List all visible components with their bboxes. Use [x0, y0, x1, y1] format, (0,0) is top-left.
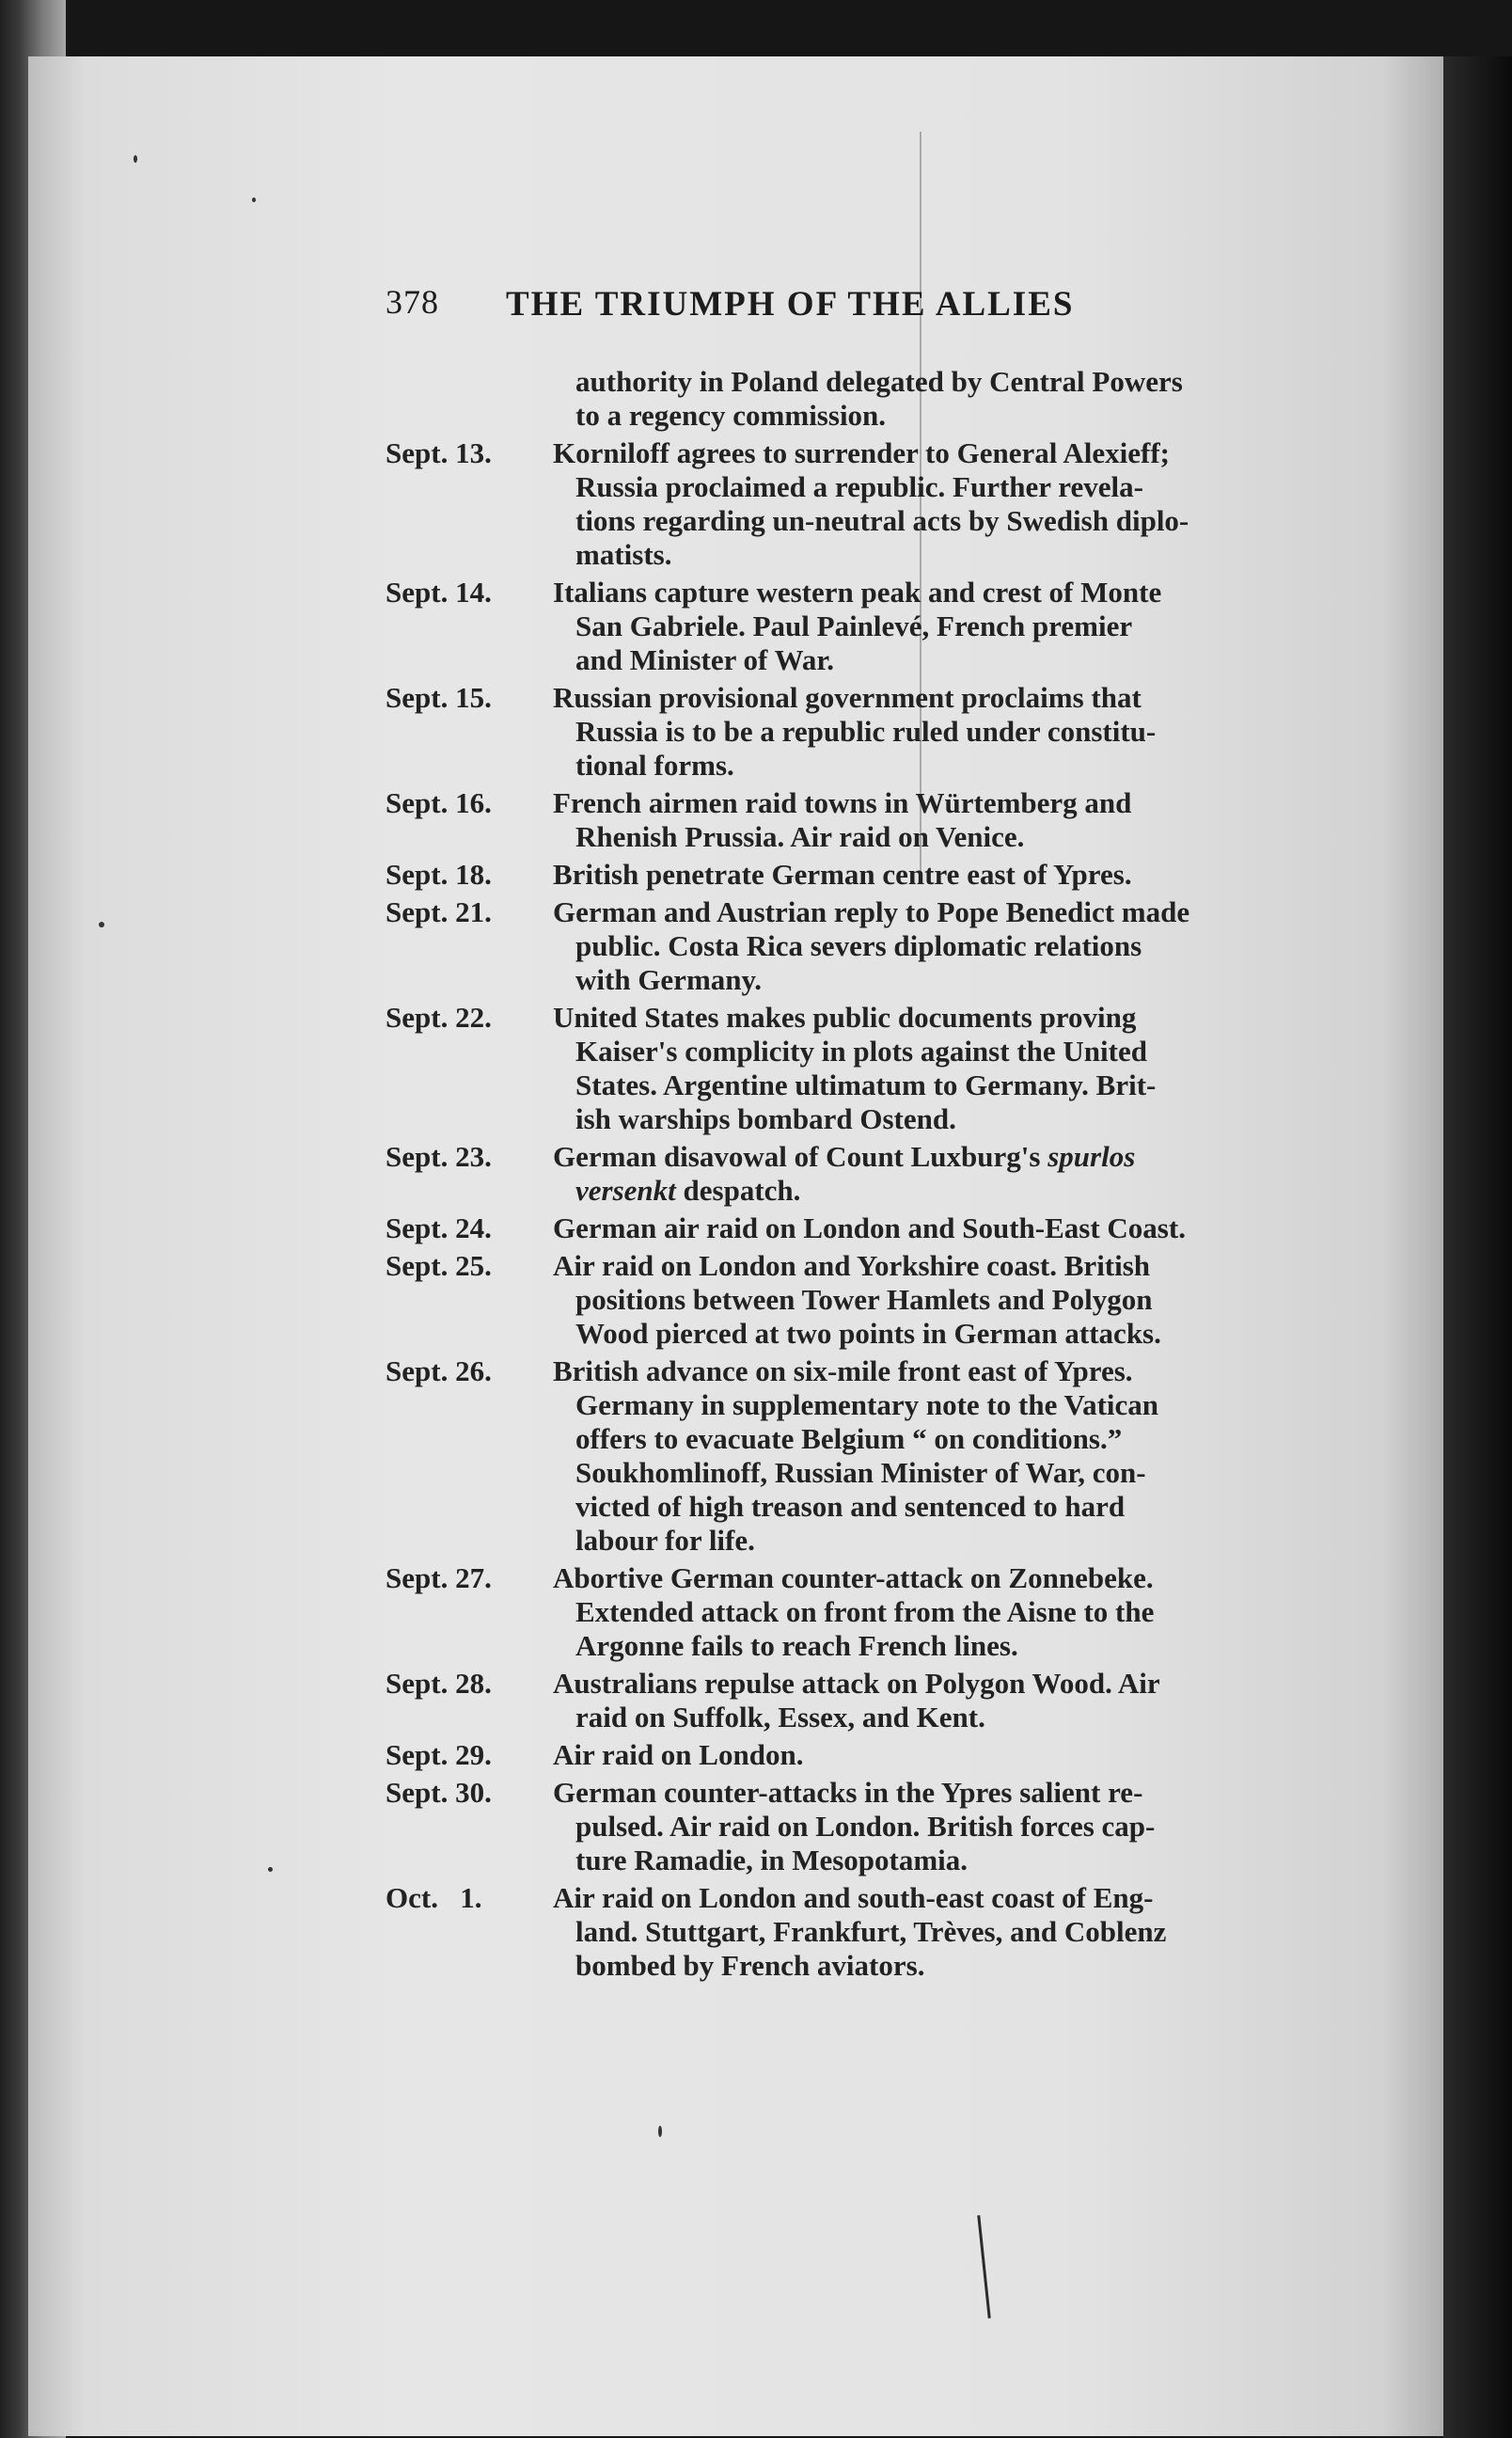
chronology-entry: [357, 895, 1298, 997]
text-line: land. Stuttgart, Frankfurt, Trèves, and Coblenz: [575, 1915, 1167, 1948]
text-line: Soukhomlinoff, Russian Minister of War, con-: [575, 1456, 1146, 1489]
chronology-entry: [357, 1561, 1298, 1663]
text-line: Rhenish Prussia. Air raid on Venice.: [575, 820, 1025, 853]
entry-text: [553, 1561, 1298, 1663]
italic-term: spurlos: [1047, 1140, 1136, 1173]
entry-date: Sept. 27.: [386, 1561, 492, 1594]
entry-date: Sept. 28.: [386, 1667, 492, 1700]
text-line: Abortive German counter-attack on Zonnebeke.: [553, 1561, 1154, 1594]
page-number: 378: [386, 283, 439, 321]
text-line: Air raid on London and Yorkshire coast. British: [553, 1249, 1151, 1282]
text-line: positions between Tower Hamlets and Polygon: [575, 1283, 1153, 1316]
text-line: ish warships bombard Ostend.: [575, 1102, 956, 1135]
dust-speck: [252, 198, 256, 202]
dust-speck: [268, 1867, 273, 1872]
chronology-entry: [357, 681, 1298, 783]
text-line: German counter-attacks in the Ypres salient re-: [553, 1776, 1143, 1809]
entry-text: [553, 1667, 1298, 1734]
text-line: Italians capture western peak and crest of Monte: [553, 576, 1162, 609]
chronology-entry: [357, 1667, 1298, 1734]
text-line: San Gabriele. Paul Painlevé, French premier: [575, 610, 1133, 642]
chronology-entry: [357, 1738, 1298, 1772]
entry-text: [553, 895, 1298, 997]
entry-date: Sept. 15.: [386, 681, 492, 714]
chronology-entry: [357, 1211, 1298, 1245]
entry-date: Sept. 21.: [386, 895, 492, 928]
text-line: Air raid on London.: [553, 1738, 804, 1771]
text-line: States. Argentine ultimatum to Germany. Brit-: [575, 1069, 1157, 1101]
text-line: to a regency commission.: [575, 399, 887, 432]
entry-text: [553, 681, 1298, 783]
text-line: raid on Suffolk, Essex, and Kent.: [575, 1701, 985, 1734]
text-line: United States makes public documents proving: [553, 1001, 1137, 1034]
entry-date: Sept. 23.: [386, 1140, 492, 1173]
text-line: and Minister of War.: [575, 643, 835, 676]
entry-text: [553, 1001, 1298, 1136]
entry-date: Sept. 22.: [386, 1001, 492, 1034]
italic-term: versenkt: [575, 1174, 676, 1207]
running-title: THE TRIUMPH OF THE ALLIES: [506, 285, 1075, 324]
entry-date: Sept. 24.: [386, 1211, 492, 1244]
entry-date: Sept. 26.: [386, 1354, 492, 1387]
text-line: tions regarding un-neutral acts by Swedish diplo-: [575, 504, 1189, 537]
text-line: bombed by French aviators.: [575, 1949, 925, 1982]
chronology-entry: [357, 576, 1298, 677]
entry-date: Sept. 13.: [386, 436, 492, 469]
dust-speck: [658, 2126, 662, 2137]
entry-text: [553, 786, 1298, 854]
right-margin-shadow: [1443, 56, 1512, 2438]
chronology-entry: [357, 1249, 1298, 1351]
entry-text: [553, 1776, 1298, 1877]
entry-text: [553, 1354, 1298, 1558]
text-line: matists.: [575, 538, 672, 571]
text-line: public. Costa Rica severs diplomatic relations: [575, 929, 1142, 962]
text-line: labour for life.: [575, 1524, 755, 1557]
entry-text: [553, 1249, 1298, 1351]
entry-date: Oct. 1.: [386, 1881, 482, 1914]
dust-speck: [134, 155, 137, 163]
entry-text: [553, 1738, 1298, 1772]
continued-paragraph: [357, 365, 1298, 433]
text-line: with Germany.: [575, 963, 763, 996]
entry-text: [553, 576, 1298, 677]
entry-text: [553, 436, 1298, 572]
chronology-entry: [357, 1140, 1298, 1208]
text-line: victed of high treason and sentenced to hard: [575, 1490, 1126, 1523]
text-line: Korniloff agrees to surrender to General Alexieff;: [553, 436, 1171, 469]
text-line: German and Austrian reply to Pope Benedict made: [553, 895, 1190, 928]
chronology-entry: [357, 858, 1298, 892]
text-line: pulsed. Air raid on London. British forces cap-: [575, 1810, 1156, 1843]
text-line: Russia is to be a republic ruled under constitu-: [575, 715, 1157, 748]
chronology-entry: [357, 1881, 1298, 1983]
chronology-entry: [357, 1001, 1298, 1136]
text-line: offers to evacuate Belgium “ on conditions.”: [575, 1422, 1123, 1455]
text-line: French airmen raid towns in Würtemberg and: [553, 786, 1132, 819]
text-line: authority in Poland delegated by Central Powers: [575, 365, 1183, 398]
entry-text: [553, 1211, 1298, 1245]
text-line: tional forms.: [575, 749, 734, 782]
entry-date: Sept. 18.: [386, 858, 492, 891]
chronology-entry: [357, 1776, 1298, 1877]
chronology-entry: [357, 436, 1298, 572]
entry-date: Sept. 14.: [386, 576, 492, 609]
entry-text: [553, 1881, 1298, 1983]
text-line: Germany in supplementary note to the Vatican: [575, 1388, 1158, 1421]
text-line: German air raid on London and South-East Coast.: [553, 1211, 1186, 1244]
text-line: German disavowal of Count Luxburg's spurlos: [553, 1140, 1136, 1173]
text-line: Kaiser's complicity in plots against the United: [575, 1035, 1147, 1068]
text-line: Air raid on London and south-east coast of Eng-: [553, 1881, 1154, 1914]
chronology-entry: [357, 1354, 1298, 1558]
entry-date: Sept. 16.: [386, 786, 492, 819]
entry-text: [553, 858, 1298, 892]
text-line: versenkt despatch.: [575, 1174, 801, 1207]
text-line: Wood pierced at two points in German attacks.: [575, 1317, 1161, 1350]
entry-list: [357, 436, 1298, 1983]
entry-date: Sept. 29.: [386, 1738, 492, 1771]
chronology-body: [357, 365, 1298, 1983]
text-line: British advance on six-mile front east of Ypres.: [553, 1354, 1133, 1387]
text-line: Argonne fails to reach French lines.: [575, 1629, 1018, 1662]
text-line: Extended attack on front from the Aisne to the: [575, 1595, 1155, 1628]
text-line: ture Ramadie, in Mesopotamia.: [575, 1844, 969, 1876]
text-line: British penetrate German centre east of Ypres.: [553, 858, 1132, 891]
entry-text: [553, 1140, 1298, 1208]
chronology-entry: [357, 786, 1298, 854]
entry-date: Sept. 25.: [386, 1249, 492, 1282]
text-line: Russia proclaimed a republic. Further revela-: [575, 470, 1143, 503]
text-line: Australians repulse attack on Polygon Wood. Air: [553, 1667, 1160, 1700]
text-line: Russian provisional government proclaims that: [553, 681, 1142, 714]
dust-speck: [99, 922, 104, 927]
entry-date: Sept. 30.: [386, 1776, 492, 1809]
